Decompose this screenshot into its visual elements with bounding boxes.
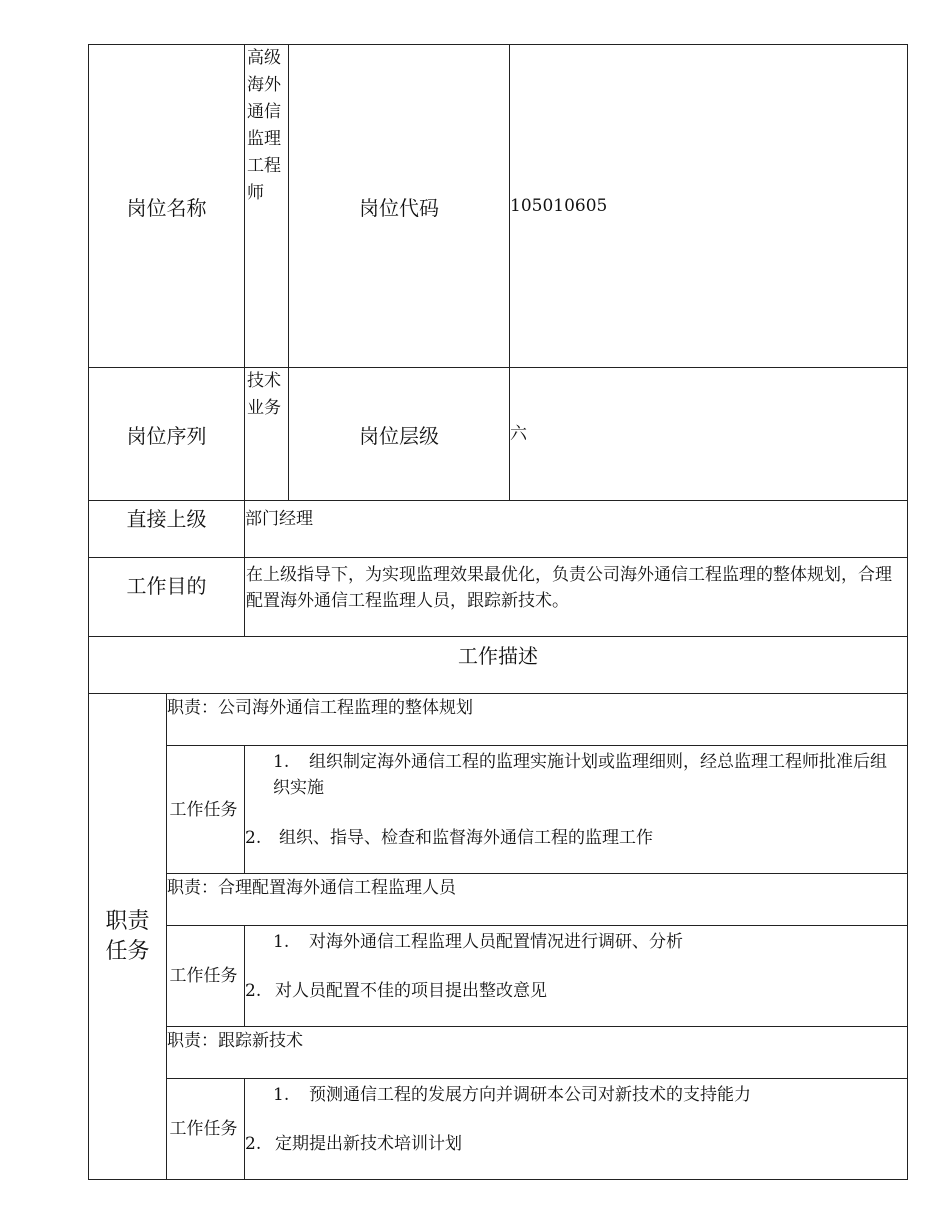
duty-title: 职责：跟踪新技术 bbox=[167, 1027, 908, 1079]
task-label: 工作任务 bbox=[167, 926, 245, 1027]
section-title: 工作描述 bbox=[89, 637, 908, 694]
task-number: 1. bbox=[273, 752, 290, 772]
superior-label: 直接上级 bbox=[89, 501, 245, 558]
purpose-value: 在上级指导下，为实现监理效果最优化，负责公司海外通信工程监理的整体规划，合理配置海外通信工程监理人员，跟踪新技术。 bbox=[245, 558, 908, 637]
task-text: 定期提出新技术培训计划 bbox=[275, 1134, 462, 1154]
task-label: 工作任务 bbox=[167, 746, 245, 874]
task-item bbox=[245, 749, 899, 801]
task-text: 对海外通信工程监理人员配置情况进行调研、分析 bbox=[309, 932, 683, 952]
task-number: 1. bbox=[273, 932, 290, 952]
task-list bbox=[245, 1079, 908, 1180]
task-number: 2. bbox=[245, 828, 262, 848]
post-code-label: 岗位代码 bbox=[289, 45, 510, 368]
post-sequence-value: 技术业务 bbox=[245, 368, 289, 501]
superior-value: 部门经理 bbox=[245, 501, 908, 558]
post-level-value: 六 bbox=[510, 368, 908, 501]
post-sequence-label: 岗位序列 bbox=[89, 368, 245, 501]
task-text: 组织、指导、检查和监督海外通信工程的监理工作 bbox=[279, 828, 653, 848]
task-label: 工作任务 bbox=[167, 1079, 245, 1180]
post-level-label: 岗位层级 bbox=[289, 368, 510, 501]
task-text: 对人员配置不佳的项目提出整改意见 bbox=[275, 981, 547, 1001]
post-name-label: 岗位名称 bbox=[89, 45, 245, 368]
task-text: 组织制定海外通信工程的监理实施计划或监理细则，经总监理工程师批准后组织实施 bbox=[273, 752, 887, 798]
purpose-label: 工作目的 bbox=[89, 558, 245, 637]
task-item bbox=[245, 1131, 899, 1157]
task-item bbox=[245, 825, 899, 851]
job-description-table bbox=[88, 44, 908, 1180]
task-item bbox=[245, 978, 899, 1004]
task-list bbox=[245, 746, 908, 874]
task-list bbox=[245, 926, 908, 1027]
task-item bbox=[245, 1082, 899, 1108]
task-number: 2. bbox=[245, 1134, 262, 1154]
duty-title: 职责：合理配置海外通信工程监理人员 bbox=[167, 874, 908, 926]
task-number: 2. bbox=[245, 981, 262, 1001]
task-number: 1. bbox=[273, 1085, 290, 1105]
task-item bbox=[245, 929, 899, 955]
post-name-value: 高级海外通信监理工程师 bbox=[245, 45, 289, 368]
duty-title: 职责：公司海外通信工程监理的整体规划 bbox=[167, 694, 908, 746]
task-text: 预测通信工程的发展方向并调研本公司对新技术的支持能力 bbox=[309, 1085, 751, 1105]
post-code-value: 105010605 bbox=[510, 45, 908, 368]
duties-label: 职责任务 bbox=[89, 694, 167, 1180]
